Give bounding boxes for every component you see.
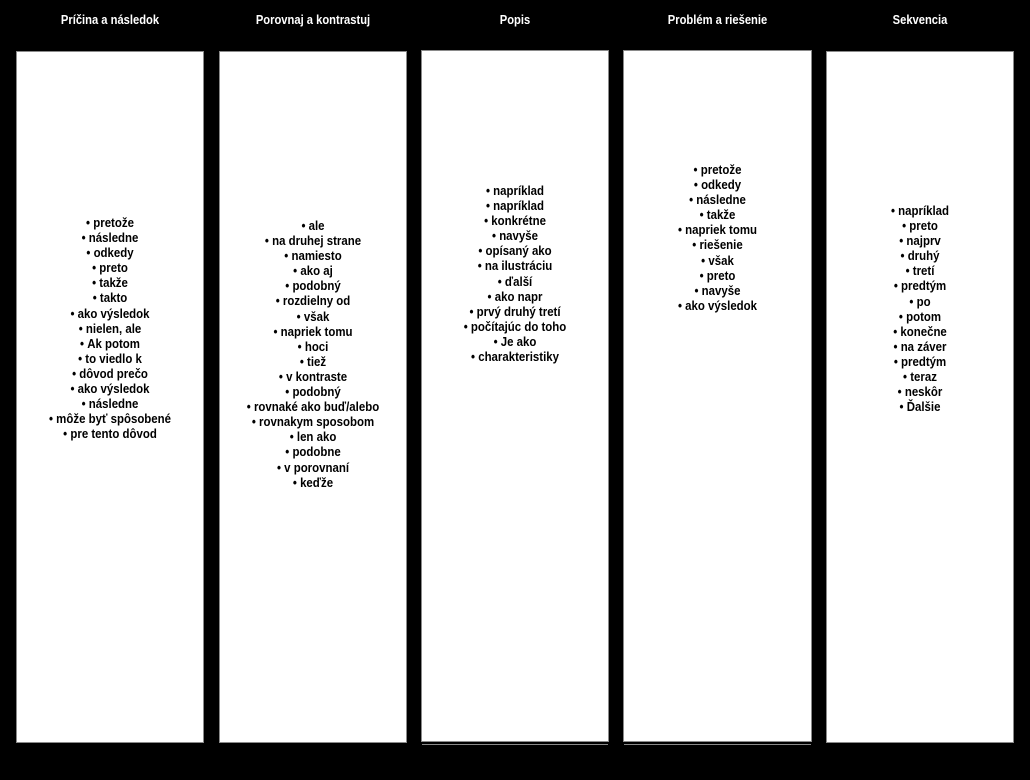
list-item: • preto [635,268,800,283]
list-item: • odkedy [28,245,192,260]
list-item: • podobne [231,444,395,459]
word-list-problem-solution [624,162,811,313]
word-list-sequence [827,203,1013,414]
list-item: • prvý druhý tretí [433,304,597,319]
list-item: • keďže [231,475,395,490]
list-item: • ale [231,218,395,233]
list-item: • ďalší [433,274,597,289]
word-list-description [422,183,608,364]
list-item: • konečne [838,324,1002,339]
list-item: • namiesto [231,248,395,263]
list-item: • ako aj [231,263,395,278]
list-item: • nielen, ale [28,321,192,336]
list-item: • preto [838,218,1002,233]
list-item: • rovnakym sposobom [231,414,395,429]
list-item: • počítajúc do toho [433,319,597,334]
list-item: • Ak potom [28,336,192,351]
list-item: • podobný [231,384,395,399]
list-item: • predtým [838,354,1002,369]
column-title-cause-effect: Príčina a následok [60,12,160,27]
list-item: • neskôr [838,384,1002,399]
list-item: • rovnaké ako buď/alebo [231,399,395,414]
list-item: • charakteristiky [433,349,597,364]
list-item: • druhý [838,248,1002,263]
list-item: • potom [838,309,1002,324]
list-item: • predtým [838,278,1002,293]
list-item: • takto [28,290,192,305]
column-title-sequence: Sekvencia [892,12,948,27]
list-item: • to viedlo k [28,351,192,366]
list-item: • ako výsledok [635,298,800,313]
panel-cause-effect [16,51,204,743]
list-item: • opísaný ako [433,243,597,258]
list-item: • ako výsledok [28,381,192,396]
column-title-compare-contrast: Porovnaj a kontrastuj [255,12,371,27]
list-item: • rozdielny od [231,293,395,308]
list-item: • Ďalšie [838,399,1002,414]
list-item: • navyše [635,283,800,298]
list-item: • pretože [28,215,192,230]
list-item: • riešenie [635,237,800,252]
list-item: • napriek tomu [231,324,395,339]
list-item: • môže byť spôsobené [28,411,192,426]
column-title-description: Popis [499,12,531,27]
list-item: • následne [635,192,800,207]
list-item: • dôvod prečo [28,366,192,381]
panel-description [421,50,609,742]
list-item: • v porovnaní [231,460,395,475]
panel-sequence [826,51,1014,743]
list-item: • hoci [231,339,395,354]
list-item: • napríklad [838,203,1002,218]
list-item: • Je ako [433,334,597,349]
list-item: • najprv [838,233,1002,248]
list-item: • však [231,309,395,324]
list-item: • pre tento dôvod [28,426,192,441]
list-item: • takže [635,207,800,222]
list-item: • teraz [838,369,1002,384]
list-item: • preto [28,260,192,275]
panel-compare-contrast [219,51,407,743]
list-item: • tretí [838,263,1002,278]
list-item: • následne [28,230,192,245]
list-item: • po [838,294,1002,309]
list-item: • následne [28,396,192,411]
list-item: • takže [28,275,192,290]
list-item: • na ilustráciu [433,258,597,273]
panel-problem-solution [623,50,812,742]
list-item: • pretože [635,162,800,177]
list-item: • konkrétne [433,213,597,228]
list-item: • napríklad [433,198,597,213]
list-item: • odkedy [635,177,800,192]
list-item: • tiež [231,354,395,369]
list-item: • ako napr [433,289,597,304]
list-item: • na záver [838,339,1002,354]
list-item: • v kontraste [231,369,395,384]
list-item: • podobný [231,278,395,293]
word-list-compare-contrast [220,218,406,490]
list-item: • navyše [433,228,597,243]
list-item: • ako výsledok [28,306,192,321]
list-item: • však [635,253,800,268]
word-list-cause-effect [17,215,203,441]
list-item: • napriek tomu [635,222,800,237]
list-item: • len ako [231,429,395,444]
list-item: • na druhej strane [231,233,395,248]
column-title-problem-solution: Problém a riešenie [667,12,768,27]
list-item: • napríklad [433,183,597,198]
